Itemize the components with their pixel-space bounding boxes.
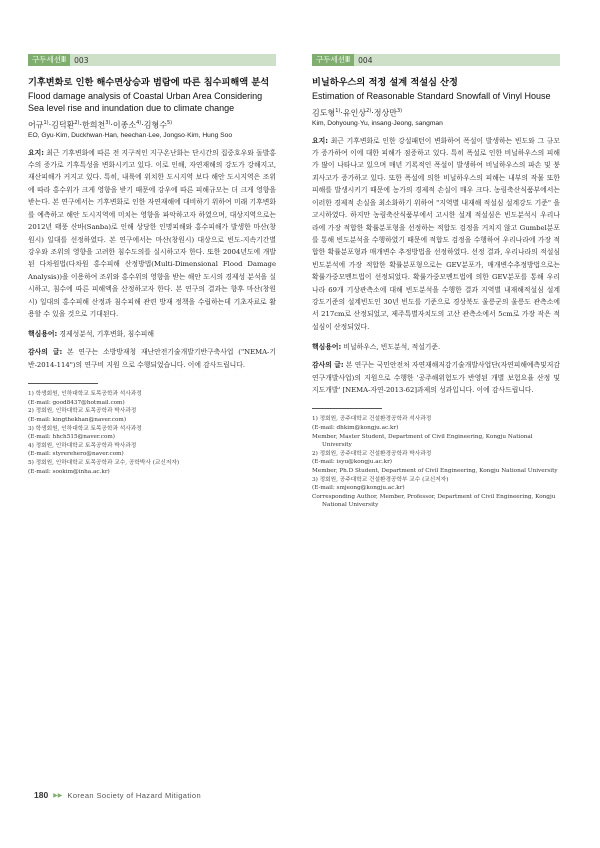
article-title-korean: 비닐하우스의 적정 설계 적설심 산정 <box>312 77 458 88</box>
abstract-label: 요지: <box>312 136 328 145</box>
ack-text: 본 연구는 소방방재청 재난안전기술개발기반구축사업 ("NEMA-기반-2014-114")의 연구비 지원 으로 수행되었습니다. 이에 감사드립니다. <box>28 348 276 369</box>
authors-korean <box>28 118 276 131</box>
session-number: 004 <box>358 55 373 65</box>
right-article <box>312 54 560 510</box>
session-header <box>312 54 560 66</box>
ack-text: 본 연구는 국민안전처 자연재해저감기술개발사업단(자연피해예측및저감연구개발사업)의 지원으로 수행한 '공주해위험도가 반영된 개별 보험요율 산정 및 지도개발' [NEMA-자연-2013-62]과제의 성과입니다. 이에 감사드립니다. <box>312 361 560 394</box>
footnote-divider <box>28 383 98 384</box>
authors-english: Kim, Dohyoung·Yu, insang·Jeong, sangman <box>312 119 443 127</box>
author-mark: 4) <box>136 120 142 126</box>
acknowledgement <box>312 359 560 396</box>
footnote-line: 1) 학생회원, 인하대학교 토목공학과 석사과정 <box>28 391 142 398</box>
author-name: ·이종소 <box>110 120 137 130</box>
footnote-line: Corresponding Author, Member, Professor, Department of Civil Engineering, Kongju National University <box>312 493 556 509</box>
footnote-line: 3) 정회원, 공주대학교 건설환경공학부 교수 (교신저자) <box>312 476 449 483</box>
footnote-line: 5) 정회원, 인하대학교 토목공학과 교수, 공학박사 (교신저자) <box>28 459 180 466</box>
journal-name: Korean Society of Hazard Mitigation <box>67 790 202 800</box>
author-name: 김도형 <box>312 108 336 118</box>
double-arrow-icon: ▶▶ <box>53 792 63 799</box>
abstract <box>28 147 276 321</box>
footnote-line: (E-mail: hhch515@naver.com) <box>28 434 116 441</box>
author-name: ·유인상 <box>340 108 367 118</box>
keywords-text: 경제성분석, 기후변화, 침수피해 <box>59 330 155 339</box>
ack-label: 감사의 글: <box>312 361 344 370</box>
author-name: ·정상만 <box>371 108 397 118</box>
session-number: 003 <box>74 55 89 65</box>
article-title-korean: 기후변화로 인한 해수면상승과 범람에 따른 침수피해액 분석 <box>28 77 270 88</box>
author-name: ·한희천 <box>79 120 106 130</box>
keywords-label: 핵심용어: <box>312 343 342 352</box>
footnote-line: (E-mail: isyu@kongju.ac.kr) <box>312 459 393 466</box>
acknowledgement <box>28 346 276 371</box>
session-tag: 구두세션Ⅲ <box>28 54 70 66</box>
article-title-english: Estimation of Reasonable Standard Snowfall of Vinyl House <box>312 91 551 101</box>
author-mark: 3) <box>105 120 111 126</box>
abstract-text: 최근 기후변화에 따른 전 지구적인 지구온난화는 단시간의 집중호우와 돌발홍수의 증가로 기후특성을 변화시키고 있다. 이로 인해, 자연재해의 강도가 강해지고, 재산피해가 커지고 있다. 특히, 내륙에 위치한 도시지역 보다 해안 도시지역은 조위에 따라 홍수위가 크게 영향을 받기 때문에 강우에 따른 피해규모는 더 크게 영향을 받는다. 본 연구에서는 기후변화로 인한 자연재해에 대비하기 위하여 미래 기후변화를 예측하고 해안 도시지역에 미치는 영향을 파악하고자 하였으며, 대상지역으로는 2012년 태풍 산바(Sanba)로 인해 상당한 인명피해와 홍수피해가 발생한 마산(창원시) 일대를 선정하였다. 본 연구에서는 마산(창원시) 대상으로 빈도-지속기간별 강우와 조위의 영향을 고려한 침수도의를 실시하고자 한다. 또한 2004년도에 개발된 다차원법(다차원 홍수피해 산정방법(Multi-Dimensional Flood Damage Analysis))을 이용하여 조위와 홍수위의 영향을 받는 해안 도시의 경제성 분석을 실시하고, 침수에 따른 피해액을 산정하고자 한다. 본 연구의 결과는 향후 마산(창원시) 일대의 홍수피해 산정과 침수피해 관련 방재 정책을 수립하는데 기초자료로 활용할 수 있을 것으로 기대된다. <box>28 148 276 318</box>
ack-label: 감사의 글: <box>28 348 63 357</box>
footnote-line: Member, Master Student, Department of Civil Engineering, Kongju National University <box>312 433 533 449</box>
author-name: ·김형수 <box>141 120 167 130</box>
abstract-text: 최근 기후변화로 인한 강설패턴이 변화하여 폭설이 발생하는 빈도와 그 규모가 증가하여 이에 대한 피해가 점증하고 있다. 특히 폭설로 인한 비닐하우스의 피해가 많이 나타나고 있으며 매년 기록적인 폭설이 발생하여 비닐하우스의 파손 및 붕괴사고가 증가하고 있다. 또한 폭설에 의한 비닐하우스의 피해는 내부의 작물 또한 피해를 발생시키기 때문에 농가의 경제적 손실이 매우 크다. 농림축산식품부에서는 이러한 경제적 손실을 최소화하기 위하여 "지역별 내재해 적설심 설계강도 기준" 을 고시하였다. 하지만 농림축산식품부에서 고시한 설계 적설심은 빈도분석시 우리나라에 가장 적합한 확률분포형을 선정하는 적합도 검정을 거치지 않고 Gumbel분포를 통해 빈도분석을 수행하였기 때문에 적합도 검정을 수행하여 우리나라에 가장 적합한 확률분포형과 매개변수 추정방법을 선정하였다. 선정 결과, 우리나라의 적설심 빈도분석에 가장 적합한 확률분포형으로는 GEV분포가, 매개변수추정방법으로는 확률가중모멘트법이 선정되었다. 확률가중모멘트법에 의한 GEV분포를 통해 우리나라 69개 기상관측소에 대해 빈도분석을 수행한 결과 지역별 내재해적설심 설계 강도기준의 설계빈도인 30년 빈도를 기준으로 경상북도 울릉군의 울릉도 관측소에서 217cm로 산정되었고, 제주특별자치도의 고산 관측소에서 5cm로 가장 작은 적설심이 산정되었다. <box>312 136 560 331</box>
author-name: ·김덕환 <box>48 120 75 130</box>
authors-korean <box>312 106 560 119</box>
authors-english: EO, Gyu·Kim, Duckhwan·Han, heechan·Lee, Jongso·Kim, Hung Soo <box>28 131 233 139</box>
footnotes <box>312 415 560 510</box>
footnote-line: (E-mail: sookim@inha.ac.kr) <box>28 468 110 475</box>
footnotes <box>28 390 276 476</box>
session-header <box>28 54 276 66</box>
footnote-line: (E-mail: kingthekhan@naver.com) <box>28 416 127 423</box>
page-footer <box>34 790 201 800</box>
abstract <box>312 135 560 334</box>
keywords-label: 핵심용어: <box>28 330 58 339</box>
footnote-line: 4) 정회원, 인하대학교 토목공학과 박사과정 <box>28 442 137 449</box>
session-tag: 구두세션Ⅲ <box>312 54 354 66</box>
footnote-line: 1) 정회원, 공주대학교 건설환경공학과 석사과정 <box>312 416 432 423</box>
page-number: 180 <box>34 790 49 800</box>
author-mark: 1) <box>335 108 341 114</box>
author-mark: 1) <box>43 120 49 126</box>
footnote-divider <box>312 408 382 409</box>
author-mark: 2) <box>74 120 80 126</box>
footnote-line: (E-mail: styrerehero@naver.com) <box>28 451 124 458</box>
footnote-line: (E-mail: smjeong@kongju.ac.kr) <box>312 485 405 492</box>
author-mark: 2) <box>366 108 372 114</box>
abstract-label: 요지: <box>28 148 44 157</box>
keywords <box>312 341 560 353</box>
footnote-line: (E-mail: good8437@hotmail.com) <box>28 399 125 406</box>
keywords <box>28 328 276 340</box>
author-name: 어규 <box>28 120 44 130</box>
author-mark: 5) <box>166 120 173 126</box>
footnote-line: (E-mail: dhkim@kongju.ac.kr) <box>312 424 399 431</box>
article-title-english: Flood damage analysis of Coastal Urban Area Considering Sea level rise and inundation due to climate change <box>28 91 263 113</box>
footnote-line: 3) 학생회원, 인하대학교 토목공학과 석사과정 <box>28 425 142 432</box>
left-article <box>28 54 276 476</box>
footnote-line: 2) 정회원, 공주대학교 건설환경공학과 박사과정 <box>312 450 432 457</box>
footnote-line: 2) 정회원, 인하대학교 토목공학과 박사과정 <box>28 408 137 415</box>
keywords-text: 비닐하우스, 빈도분석, 적설기준. <box>343 343 441 352</box>
author-mark: 3) <box>396 108 403 114</box>
footnote-line: Member, Ph.D Student, Department of Civil Engineering, Kongju National University <box>312 467 558 474</box>
